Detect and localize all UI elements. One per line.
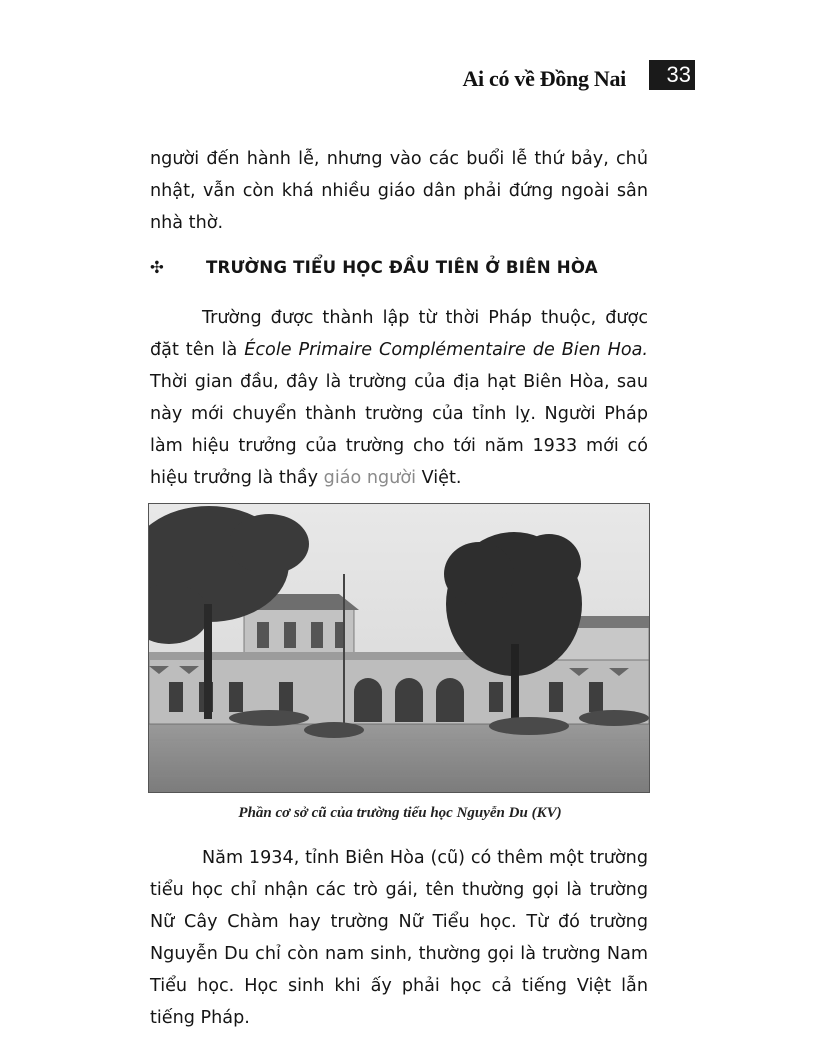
text-run: Thời gian đầu, đây là trường của địa hạt Biên Hòa, sau này mới chuyển thành trường của tỉnh lỵ. Người Pháp làm hiệu trưởng của trường cho tới năm 1933 mới có hiệu trưởng là thầy [150, 372, 648, 488]
text-run: Việt. [416, 468, 462, 488]
paragraph-intro [150, 143, 648, 239]
school-building-illustration [149, 504, 649, 792]
paragraph-text [150, 302, 648, 494]
paragraph-girls-school [150, 842, 648, 1034]
page-number: 33 [649, 60, 695, 90]
figure-caption: Phần cơ sở cũ của trường tiểu học Nguyễn Du (KV) [238, 805, 562, 821]
paragraph-text: người đến hành lễ, nhưng vào các buổi lễ thứ bảy, chủ nhật, vẫn còn khá nhiều giáo dân phải đứng ngoài sân nhà thờ. [150, 149, 648, 233]
faint-text-run: giáo người [323, 468, 416, 488]
text-run: Trường được thành lập từ thời Pháp thuộc, được đặt tên là [150, 308, 648, 360]
fleuron-icon: ✣ [150, 258, 165, 277]
page-header [0, 56, 816, 100]
school-photo [148, 503, 650, 793]
section-heading-text: TRƯỜNG TIỂU HỌC ĐẦU TIÊN Ở BIÊN HÒA [206, 258, 598, 277]
paragraph-school-history [150, 302, 648, 494]
french-school-name: École Primaire Complémentaire de Bien Hoa. [244, 340, 648, 360]
section-heading [150, 258, 648, 277]
running-title: Ai có về Đồng Nai [462, 66, 626, 91]
paragraph-text: Năm 1934, tỉnh Biên Hòa (cũ) có thêm một trường tiểu học chỉ nhận các trò gái, tên thường gọi là trường Nữ Cây Chàm hay trường Nữ Tiểu học. Từ đó trường Nguyễn Du chỉ còn nam sinh, thường gọi là trường Nam Tiểu học. Học sinh khi ấy phải học cả tiếng Việt lẫn tiếng Pháp. [150, 848, 648, 1028]
